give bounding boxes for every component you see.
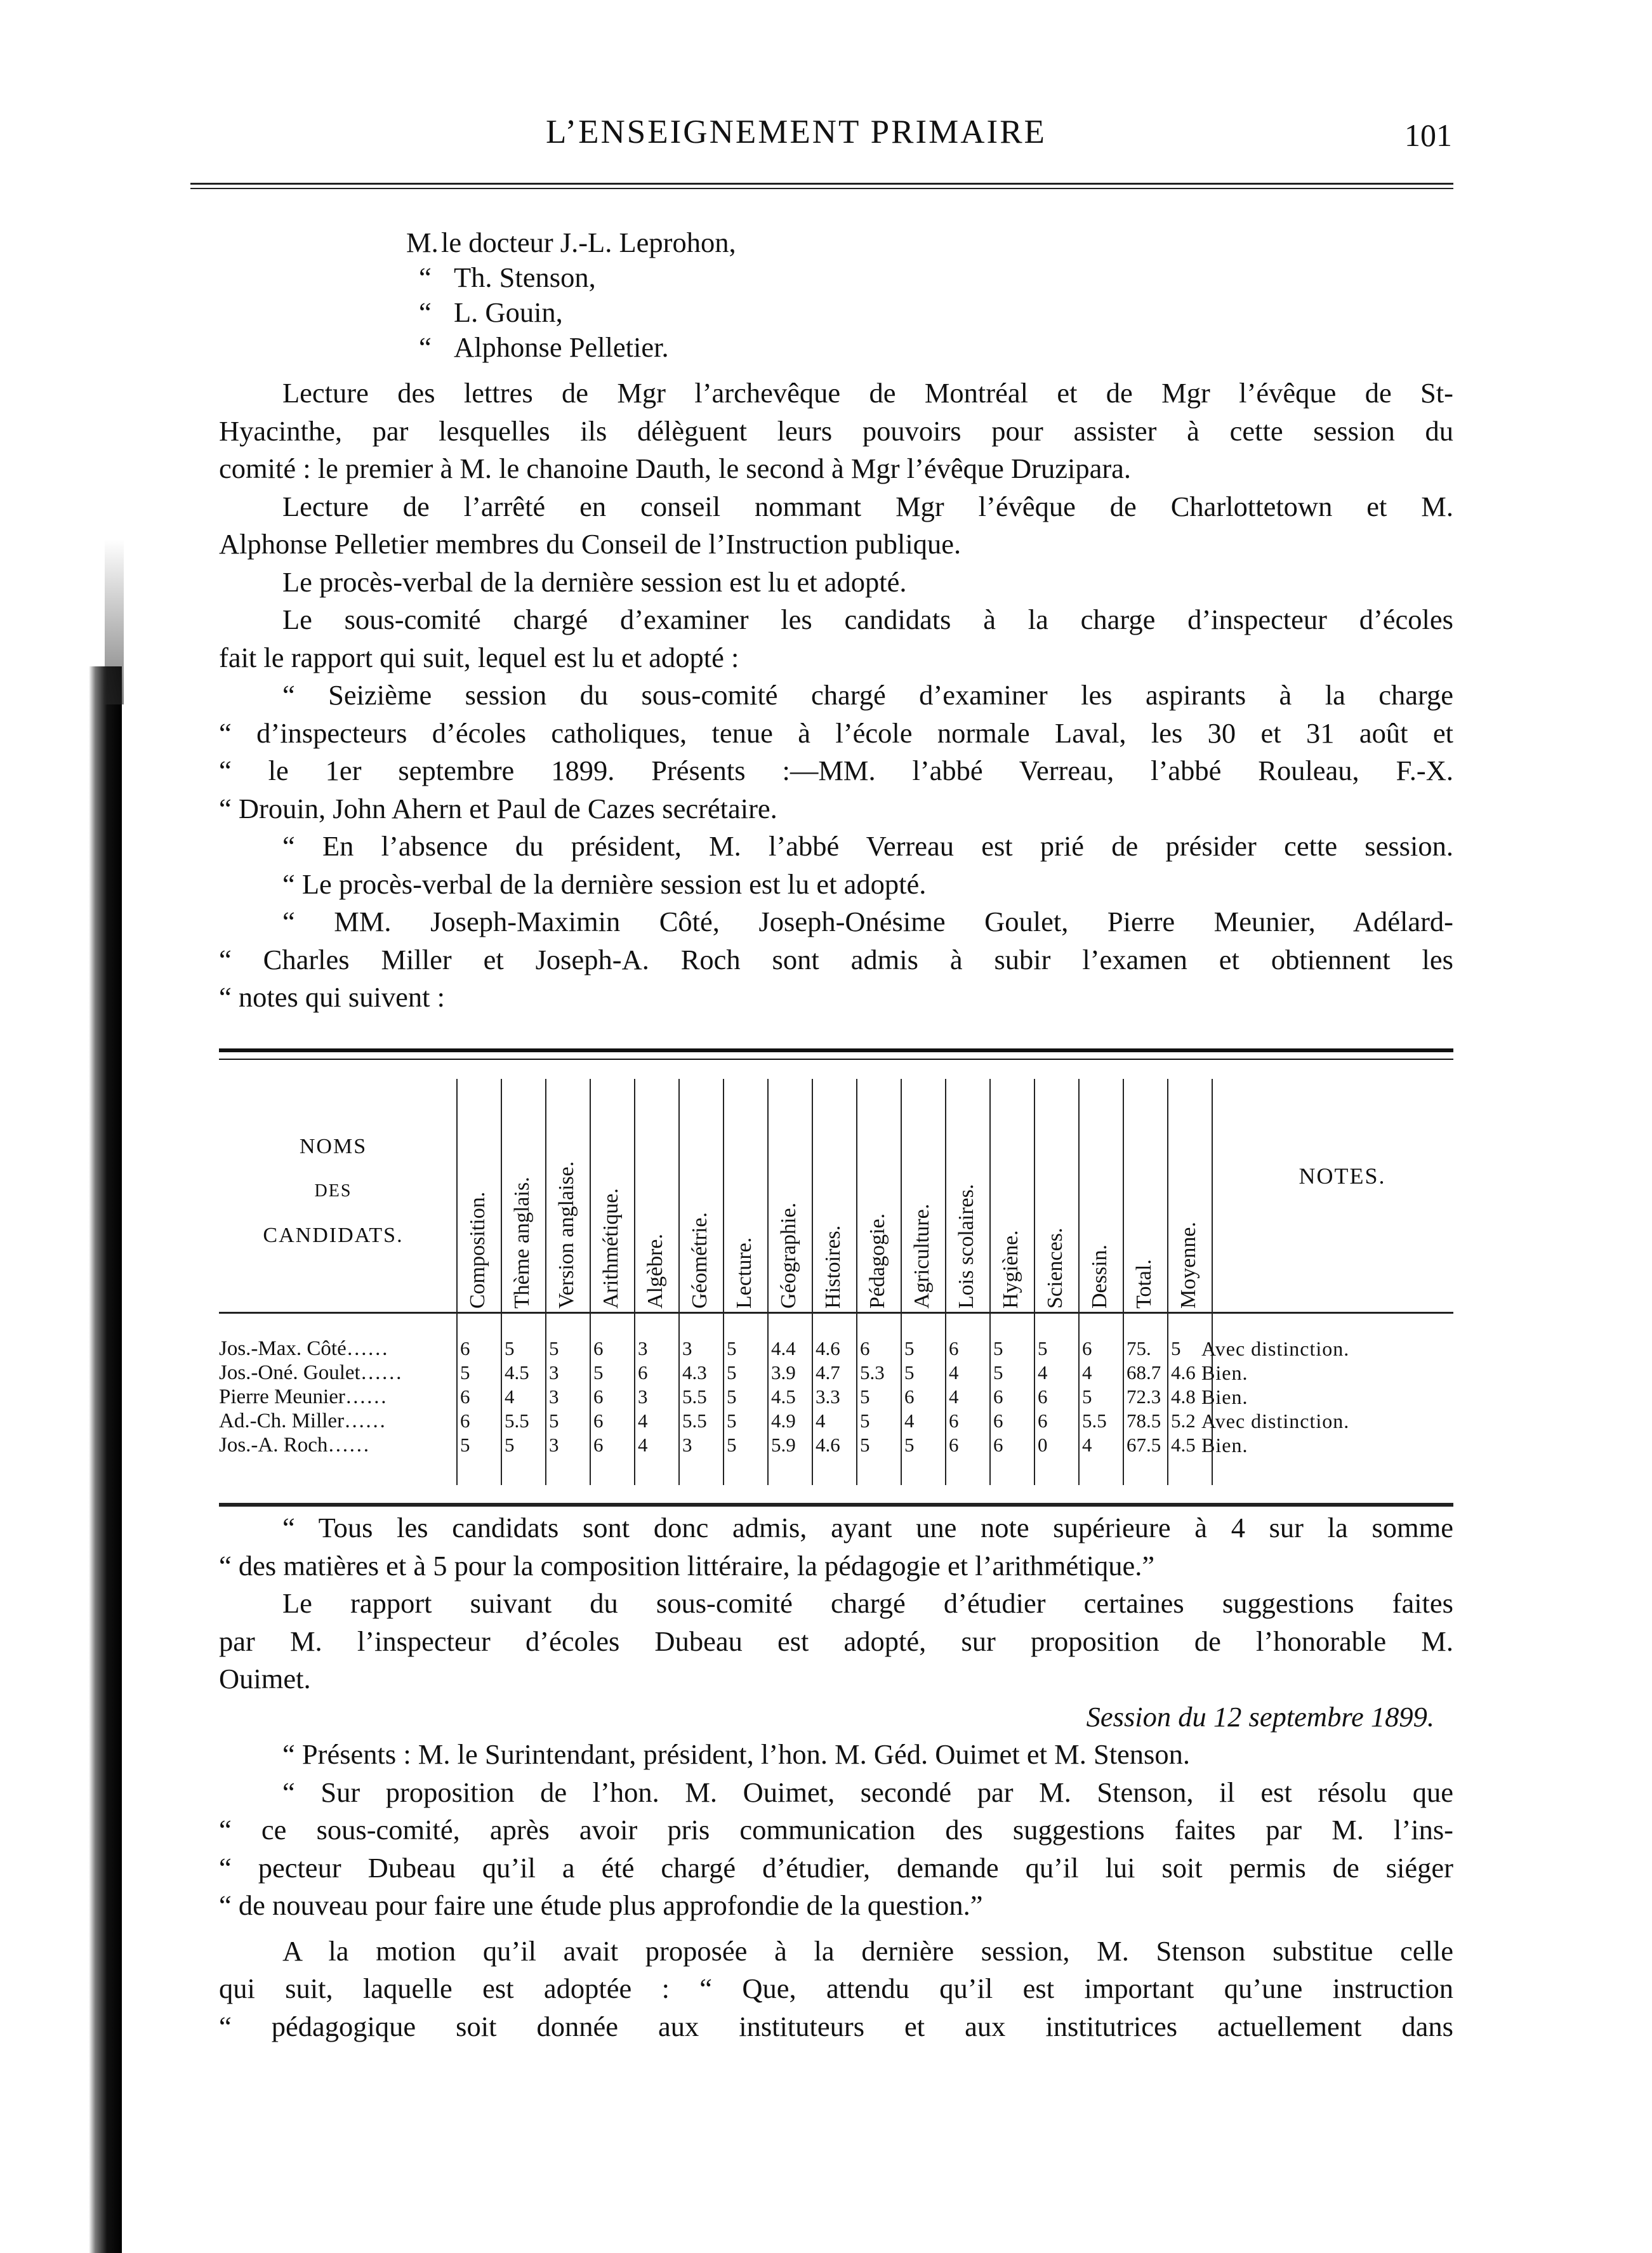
score-cell: 3 (638, 1337, 648, 1359)
score-cell: 6 (949, 1337, 959, 1359)
paragraph-line: Lecture des lettres de Mgr l’archevêque de Montréal et de Mgr l’évêque de St- (282, 377, 1453, 409)
score-cell: 5.5 (1082, 1410, 1107, 1432)
paragraph-line: Le procès-verbal de la dernière session est lu et adopté. (282, 565, 907, 598)
candidate-name: Jos.-Max. Côté…… (219, 1337, 388, 1360)
candidate-note: Bien. (1201, 1361, 1248, 1384)
score-cell: 5 (460, 1434, 470, 1456)
score-cell: 5 (904, 1361, 915, 1384)
running-head (190, 113, 1453, 157)
score-cell: 5 (727, 1361, 737, 1384)
score-cell: 6 (460, 1410, 470, 1432)
score-cell: 6 (593, 1385, 604, 1408)
paragraph-line: “ le 1er septembre 1899. Présents :—MM. l’abbé Verreau, l’abbé Rouleau, F.-X. (219, 755, 1453, 786)
subject-header: Algèbre. (644, 1233, 667, 1309)
paragraph-line: “ Drouin, John Ahern et Paul de Cazes secrétaire. (219, 792, 777, 824)
score-cell: 3.9 (771, 1361, 796, 1384)
score-cell: 6 (993, 1385, 1003, 1408)
paragraph-line: A la motion qu’il avait proposée à la dernière session, M. Stenson substitue celle (282, 1934, 1453, 1967)
paragraph-line: fait le rapport qui suit, lequel est lu et adopté : (219, 641, 739, 673)
column-rule (812, 1079, 813, 1485)
candidate-name: Jos.-Oné. Goulet…… (219, 1361, 402, 1384)
subject-header: Dessin. (1088, 1244, 1111, 1309)
score-cell: 4.6 (816, 1434, 840, 1456)
score-cell: 68.7 (1127, 1361, 1161, 1384)
subject-header: Agriculture. (910, 1203, 934, 1309)
score-cell: 6 (860, 1337, 870, 1359)
score-cell: 5 (549, 1410, 559, 1432)
score-cell: 78.5 (1127, 1410, 1161, 1432)
score-cell: 5 (993, 1361, 1003, 1384)
paragraph-line: “ Le procès-verbal de la dernière session est lu et adopté. (282, 868, 927, 900)
attendee: “ Alphonse Pelletier. (419, 331, 669, 363)
paragraph-line: “ ce sous-comité, après avoir pris communication des suggestions faites par M. l’ins- (219, 1814, 1453, 1846)
column-rule (501, 1079, 502, 1485)
column-rule (545, 1079, 546, 1485)
subject-header: Lois scolaires. (955, 1184, 978, 1309)
binding-shadow (89, 666, 122, 2253)
paragraph-line: “ de nouveau pour faire une étude plus approfondie de la question.” (219, 1889, 983, 1921)
candidate-note: Bien. (1201, 1385, 1248, 1408)
paragraph-line: “ Charles Miller et Joseph-A. Roch sont admis à subir l’examen et obtiennent les (219, 943, 1453, 975)
running-title: L’ENSEIGNEMENT PRIMAIRE (546, 114, 1047, 150)
score-cell: 5 (904, 1434, 915, 1456)
paragraph-line: “ pecteur Dubeau qu’il a été chargé d’étudier, demande qu’il lui soit permis de siéger (219, 1851, 1453, 1884)
score-cell: 4 (1038, 1361, 1048, 1384)
score-cell: 5 (1171, 1337, 1181, 1359)
score-cell: 4.6 (816, 1337, 840, 1359)
grades-table (219, 1048, 1453, 1507)
column-rule (723, 1079, 724, 1485)
score-cell: 6 (949, 1434, 959, 1456)
attendee: M.le docteur J.-L. Leprohon, (406, 227, 736, 258)
subject-header: Moyenne. (1177, 1222, 1200, 1309)
subject-header: Histoires. (821, 1225, 845, 1309)
paragraph-line: “ Seizième session du sous-comité chargé d’examiner les aspirants à la charge (282, 679, 1453, 711)
score-cell: 4.9 (771, 1410, 796, 1432)
score-cell: 6 (1038, 1385, 1048, 1408)
header-rule (190, 183, 1453, 189)
score-cell: 5 (860, 1385, 870, 1408)
score-cell: 5 (593, 1361, 604, 1384)
score-cell: 4 (638, 1434, 648, 1456)
score-cell: 3 (682, 1337, 692, 1359)
score-cell: 4 (505, 1385, 515, 1408)
score-cell: 3 (682, 1434, 692, 1456)
subject-header: Lecture. (732, 1237, 756, 1309)
score-cell: 6 (949, 1410, 959, 1432)
score-cell: 5 (993, 1337, 1003, 1359)
column-rule (901, 1079, 902, 1485)
score-cell: 4.6 (1171, 1361, 1196, 1384)
subject-header: Arithmétique. (599, 1188, 623, 1309)
subject-header: Pédagogie. (866, 1213, 889, 1309)
score-cell: 6 (638, 1361, 648, 1384)
score-cell: 5.2 (1171, 1410, 1196, 1432)
paragraph-line: Ouimet. (219, 1663, 311, 1695)
score-cell: 5 (860, 1434, 870, 1456)
binding-shadow-fade (105, 539, 124, 704)
score-cell: 5 (1038, 1337, 1048, 1359)
subject-header: Total. (1132, 1259, 1156, 1309)
score-cell: 6 (460, 1385, 470, 1408)
score-cell: 5 (549, 1337, 559, 1359)
score-cell: 6 (593, 1337, 604, 1359)
score-cell: 3.3 (816, 1385, 840, 1408)
score-cell: 5.3 (860, 1361, 885, 1384)
paragraph-line: Lecture de l’arrêté en conseil nommant Mgr l’évêque de Charlottetown et M. (282, 490, 1453, 522)
score-cell: 6 (904, 1385, 915, 1408)
paragraph-line: Le sous-comité chargé d’examiner les candidats à la charge d’inspecteur d’écoles (282, 604, 1453, 635)
paragraph-line: “ Présents : M. le Surintendant, président, l’hon. M. Géd. Ouimet et M. Stenson. (282, 1738, 1190, 1770)
score-cell: 67.5 (1127, 1434, 1161, 1456)
score-cell: 3 (549, 1385, 559, 1408)
score-cell: 6 (1038, 1410, 1048, 1432)
candidate-name: Jos.-A. Roch…… (219, 1434, 370, 1457)
score-cell: 6 (593, 1434, 604, 1456)
score-cell: 4 (816, 1410, 826, 1432)
score-cell: 72.3 (1127, 1385, 1161, 1408)
score-cell: 5 (727, 1337, 737, 1359)
column-rule (1078, 1079, 1080, 1485)
subject-header: Sciences. (1043, 1227, 1067, 1309)
score-cell: 5 (860, 1410, 870, 1432)
score-cell: 4.3 (682, 1361, 707, 1384)
attendee-list (406, 225, 736, 365)
column-rule (590, 1079, 591, 1485)
body-text-lower (219, 1509, 1453, 2045)
score-cell: 0 (1038, 1434, 1048, 1456)
score-cell: 3 (549, 1361, 559, 1384)
page-number: 101 (1404, 117, 1452, 153)
score-cell: 4.5 (505, 1361, 529, 1384)
score-cell: 4 (1082, 1434, 1092, 1456)
subject-header: Version anglaise. (555, 1161, 578, 1309)
score-cell: 5 (505, 1434, 515, 1456)
body-text-upper (219, 374, 1453, 1017)
paragraph-line: “ des matières et à 5 pour la composition littéraire, la pédagogie et l’arithmétique.” (219, 1549, 1155, 1582)
paragraph-line: “ MM. Joseph-Maximin Côté, Joseph-Onésime Goulet, Pierre Meunier, Adélard- (282, 906, 1453, 937)
candidate-note: Avec distinction. (1201, 1410, 1350, 1432)
column-rule (634, 1079, 635, 1485)
score-cell: 4.5 (771, 1385, 796, 1408)
score-cell: 3 (549, 1434, 559, 1456)
score-cell: 5.5 (682, 1410, 707, 1432)
paragraph-line: “ Tous les candidats sont donc admis, ayant une note supérieure à 4 sur la somme (282, 1512, 1453, 1543)
candidate-note: Bien. (1201, 1434, 1248, 1457)
score-cell: 5 (505, 1337, 515, 1359)
score-cell: 3 (638, 1385, 648, 1408)
column-rule (1123, 1079, 1124, 1485)
score-cell: 6 (593, 1410, 604, 1432)
table-header-rule (219, 1312, 1453, 1314)
score-cell: 5 (727, 1385, 737, 1408)
score-cell: 4 (904, 1410, 915, 1432)
candidate-name: Ad.-Ch. Miller…… (219, 1410, 387, 1432)
column-rule (1167, 1079, 1168, 1485)
score-cell: 5 (727, 1410, 737, 1432)
paragraph-line: par M. l’inspecteur d’écoles Dubeau est adopté, sur proposition de l’honorable M. (219, 1625, 1453, 1657)
column-rule (856, 1079, 857, 1485)
score-cell: 75. (1127, 1337, 1151, 1359)
score-cell: 5 (727, 1434, 737, 1456)
subject-header: Thème anglais. (510, 1177, 534, 1309)
candidate-note: Avec distinction. (1201, 1337, 1350, 1360)
paragraph-line: “ Sur proposition de l’hon. M. Ouimet, secondé par M. Stenson, il est résolu que (282, 1776, 1453, 1808)
column-rule (1034, 1079, 1035, 1485)
column-rule (678, 1079, 680, 1485)
score-cell: 4 (949, 1385, 959, 1408)
paragraph-line: Hyacinthe, par lesquelles ils délèguent leurs pouvoirs pour assister à cette session du (219, 414, 1453, 447)
score-cell: 4.8 (1171, 1385, 1196, 1408)
score-cell: 4 (638, 1410, 648, 1432)
paragraph-line: “ En l’absence du président, M. l’abbé Verreau est prié de présider cette session. (282, 830, 1453, 862)
paragraph-line: Alphonse Pelletier membres du Conseil de l’Instruction publique. (219, 528, 961, 560)
attendee: “ Th. Stenson, (419, 261, 596, 293)
column-rule (767, 1079, 769, 1485)
score-cell: 4 (949, 1361, 959, 1384)
score-cell: 4.5 (1171, 1434, 1196, 1456)
score-cell: 5.5 (505, 1410, 529, 1432)
attendee: “ L. Gouin, (419, 296, 563, 328)
paragraph-line: “ notes qui suivent : (219, 981, 445, 1013)
score-cell: 5 (904, 1337, 915, 1359)
column-rule (989, 1079, 991, 1485)
score-cell: 6 (993, 1434, 1003, 1456)
score-cell: 6 (1082, 1337, 1092, 1359)
subject-header: Géométrie. (688, 1212, 711, 1309)
paragraph-line: qui suit, laquelle est adoptée : “ Que, attendu qu’il est important qu’une instruction (219, 1972, 1453, 2004)
score-cell: 5 (460, 1361, 470, 1384)
table-bottom-rule (219, 1503, 1453, 1507)
paragraph-line: “ pédagogique soit donnée aux instituteurs et aux institutrices actuellement dans (219, 2010, 1453, 2042)
score-cell: 5 (1082, 1385, 1092, 1408)
session-date: Session du 12 septembre 1899. (1086, 1700, 1434, 1733)
score-cell: 5.9 (771, 1434, 796, 1456)
score-cell: 4 (1082, 1361, 1092, 1384)
table-top-rule (219, 1048, 1453, 1060)
score-cell: 6 (993, 1410, 1003, 1432)
subject-header: Composition. (466, 1191, 489, 1309)
paragraph-line: “ d’inspecteurs d’écoles catholiques, tenue à l’école normale Laval, les 30 et 31 août et (219, 717, 1453, 749)
subject-header: Hygiène. (999, 1230, 1022, 1309)
candidate-name: Pierre Meunier…… (219, 1385, 387, 1408)
paragraph-line: Le rapport suivant du sous-comité chargé d’étudier certaines suggestions faites (282, 1587, 1453, 1619)
score-cell: 5.5 (682, 1385, 707, 1408)
column-rule (945, 1079, 946, 1485)
score-cell: 4.4 (771, 1337, 796, 1359)
subject-header: Géographie. (777, 1202, 800, 1309)
score-cell: 4.7 (816, 1361, 840, 1384)
score-cell: 6 (460, 1337, 470, 1359)
names-column-header: NOMS DES CANDIDATS. (263, 1135, 404, 1247)
paragraph-line: comité : le premier à M. le chanoine Dauth, le second à Mgr l’évêque Druzipara. (219, 453, 1132, 484)
notes-column-header: NOTES. (1298, 1163, 1386, 1189)
